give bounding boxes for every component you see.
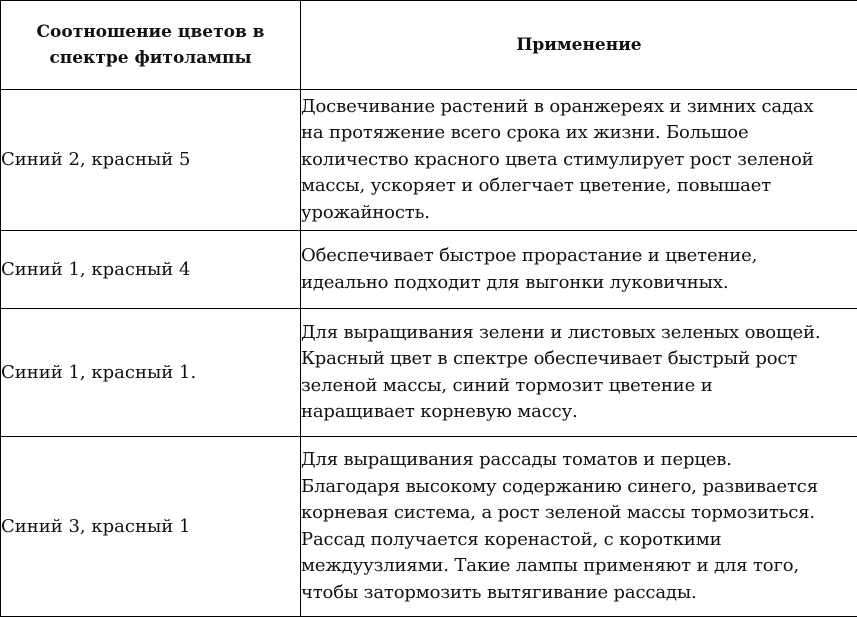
header-application: Применение [301, 1, 857, 90]
table-header-row [1, 1, 857, 90]
ratio-cell: Синий 2, красный 5 [1, 90, 301, 231]
table-row [1, 231, 857, 309]
application-line: Для выращивания зелени и листовых зеленых овощей. [301, 321, 821, 343]
header-ratio-line: спектре фитолампы [49, 48, 252, 68]
application-line: Красный цвет в спектре обеспечивает быстрый рост [301, 348, 798, 369]
application-line: Обеспечивает быстрое прорастание и цветение, [301, 245, 758, 266]
application-line: массы, ускоряет и облегчает цветение, повышает [301, 175, 772, 197]
application-line: Рассад получается коренастой, с короткими [301, 528, 722, 550]
application-line: Благодаря высокому содержанию синего, развивается [301, 475, 818, 497]
ratio-cell: Синий 3, красный 1 [1, 437, 301, 617]
application-line: на протяжение всего срока их жизни. Большое [301, 122, 749, 144]
application-line: Досвечивание растений в оранжереях и зимних садах [301, 95, 814, 117]
table-row [1, 437, 857, 617]
header-ratio-line: Соотношение цветов в [36, 22, 265, 42]
header-ratio [1, 1, 301, 90]
application-line: междуузлиями. Такие лампы применяют и для того, [301, 555, 800, 576]
application-line: наращивает корневую массу. [301, 401, 578, 422]
application-line: урожайность. [301, 201, 430, 223]
application-cell [301, 437, 857, 617]
application-line: зеленой массы, синий тормозит цветение и [301, 374, 713, 396]
ratio-cell: Синий 1, красный 1. [1, 309, 301, 437]
application-cell [301, 309, 857, 437]
ratio-cell: Синий 1, красный 4 [1, 231, 301, 309]
application-line: Для выращивания рассады томатов и перцев. [301, 449, 732, 470]
application-cell [301, 90, 857, 231]
application-line: количество красного цвета стимулирует рост зеленой [301, 148, 814, 170]
application-cell [301, 231, 857, 309]
table-row [1, 90, 857, 231]
application-line: идеально подходит для выгонки луковичных. [301, 271, 729, 293]
table-row [1, 309, 857, 437]
application-line: корневая система, а рост зеленой массы тормозиться. [301, 502, 816, 523]
application-line: чтобы затормозить вытягивание рассады. [301, 581, 697, 603]
